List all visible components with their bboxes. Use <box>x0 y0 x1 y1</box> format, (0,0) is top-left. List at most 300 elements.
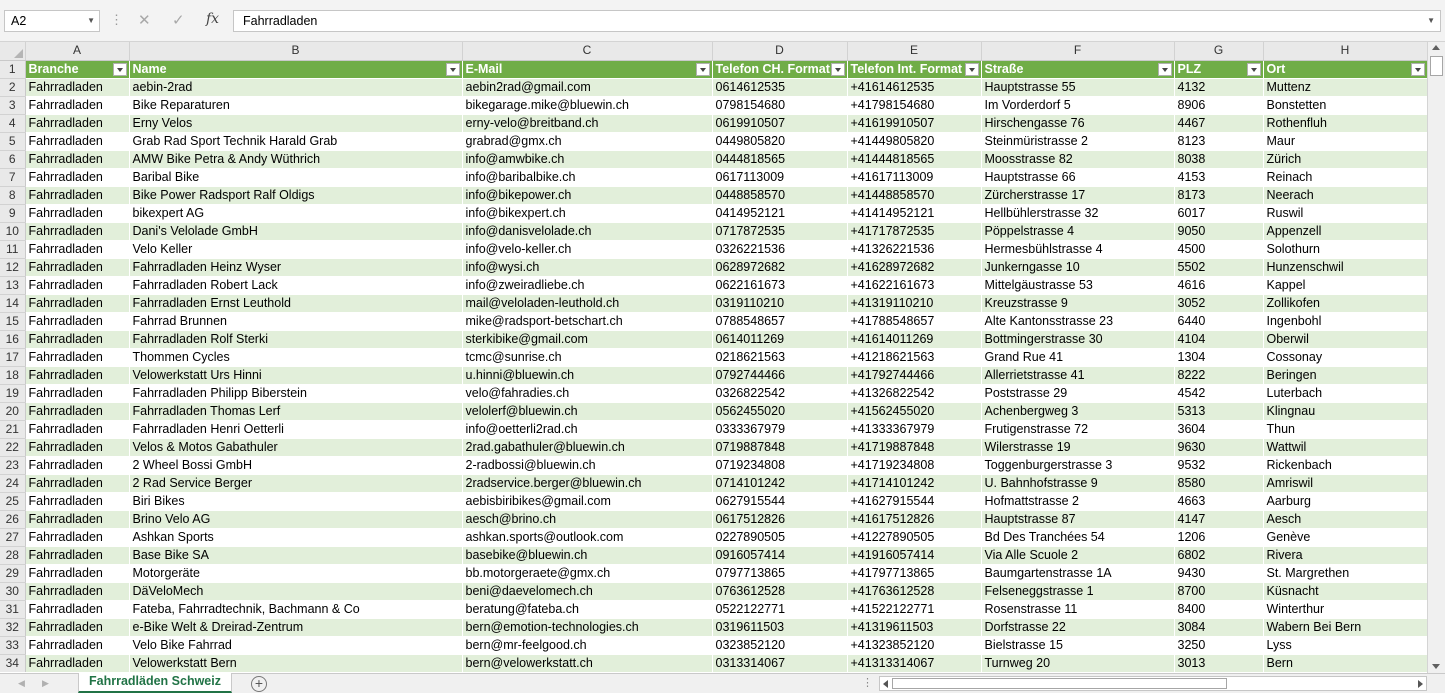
cell-d[interactable]: 0788548657 <box>712 312 847 330</box>
scroll-right-icon[interactable] <box>1418 680 1423 688</box>
cell-g[interactable]: 8906 <box>1174 96 1263 114</box>
cell-g[interactable]: 4147 <box>1174 510 1263 528</box>
select-all-corner[interactable] <box>0 42 25 60</box>
cell-g[interactable]: 9430 <box>1174 564 1263 582</box>
cell-g[interactable]: 4542 <box>1174 384 1263 402</box>
cell-f[interactable]: Hellbühlerstrasse 32 <box>981 204 1174 222</box>
cell-c[interactable]: basebike@bluewin.ch <box>462 546 712 564</box>
cell-e[interactable]: +41313314067 <box>847 654 981 672</box>
cell-f[interactable]: Hofmattstrasse 2 <box>981 492 1174 510</box>
cell-e[interactable]: +41628972682 <box>847 258 981 276</box>
cell-h[interactable]: Zürich <box>1263 150 1427 168</box>
cell-h[interactable]: Lyss <box>1263 636 1427 654</box>
cell-b[interactable]: Velowerkstatt Urs Hinni <box>129 366 462 384</box>
cell-e[interactable]: +41622161673 <box>847 276 981 294</box>
cell-a[interactable]: Fahrradladen <box>25 438 129 456</box>
row-number[interactable]: 32 <box>0 618 25 636</box>
scroll-down-icon[interactable] <box>1432 664 1440 669</box>
cell-d[interactable]: 0792744466 <box>712 366 847 384</box>
row-number[interactable]: 28 <box>0 546 25 564</box>
cell-h[interactable]: Thun <box>1263 420 1427 438</box>
cell-f[interactable]: Bd Des Tranchées 54 <box>981 528 1174 546</box>
cell-f[interactable]: Poststrasse 29 <box>981 384 1174 402</box>
cell-e[interactable]: +41719234808 <box>847 456 981 474</box>
cell-f[interactable]: Dorfstrasse 22 <box>981 618 1174 636</box>
cell-d[interactable]: 0449805820 <box>712 132 847 150</box>
header-cell[interactable] <box>462 60 712 78</box>
cell-g[interactable]: 8173 <box>1174 186 1263 204</box>
cell-f[interactable]: Hirschengasse 76 <box>981 114 1174 132</box>
cell-d[interactable]: 0617113009 <box>712 168 847 186</box>
cell-e[interactable]: +41323852120 <box>847 636 981 654</box>
cell-h[interactable]: Neerach <box>1263 186 1427 204</box>
cell-g[interactable]: 8700 <box>1174 582 1263 600</box>
cell-f[interactable]: Achenbergweg 3 <box>981 402 1174 420</box>
name-box[interactable] <box>4 10 100 32</box>
cell-a[interactable]: Fahrradladen <box>25 654 129 672</box>
row-number[interactable]: 5 <box>0 132 25 150</box>
cell-b[interactable]: Biri Bikes <box>129 492 462 510</box>
cell-f[interactable]: Baumgartenstrasse 1A <box>981 564 1174 582</box>
insert-function-icon[interactable]: fx <box>206 11 220 27</box>
cell-d[interactable]: 0719887848 <box>712 438 847 456</box>
horizontal-scroll-thumb[interactable] <box>892 678 1227 689</box>
cell-b[interactable]: Fahrradladen Heinz Wyser <box>129 258 462 276</box>
row-number[interactable]: 1 <box>0 60 25 78</box>
cell-b[interactable]: Brino Velo AG <box>129 510 462 528</box>
cell-d[interactable]: 0562455020 <box>712 402 847 420</box>
cell-b[interactable]: DäVeloMech <box>129 582 462 600</box>
cell-d[interactable]: 0614011269 <box>712 330 847 348</box>
cell-e[interactable]: +41444818565 <box>847 150 981 168</box>
cell-g[interactable]: 1206 <box>1174 528 1263 546</box>
cell-h[interactable]: Reinach <box>1263 168 1427 186</box>
row-number[interactable]: 2 <box>0 78 25 96</box>
cell-a[interactable]: Fahrradladen <box>25 528 129 546</box>
add-sheet-icon[interactable]: + <box>251 676 267 692</box>
cell-b[interactable]: Fahrradladen Thomas Lerf <box>129 402 462 420</box>
cell-b[interactable]: bikexpert AG <box>129 204 462 222</box>
cell-a[interactable]: Fahrradladen <box>25 276 129 294</box>
cell-h[interactable]: Rickenbach <box>1263 456 1427 474</box>
cell-a[interactable]: Fahrradladen <box>25 618 129 636</box>
cell-g[interactable]: 3013 <box>1174 654 1263 672</box>
cell-c[interactable]: info@bikepower.ch <box>462 186 712 204</box>
cell-f[interactable]: Frutigenstrasse 72 <box>981 420 1174 438</box>
cell-e[interactable]: +41719887848 <box>847 438 981 456</box>
cell-g[interactable]: 3084 <box>1174 618 1263 636</box>
column-header-d[interactable]: D <box>712 42 847 60</box>
cell-h[interactable]: Wattwil <box>1263 438 1427 456</box>
cell-a[interactable]: Fahrradladen <box>25 258 129 276</box>
cell-b[interactable]: Grab Rad Sport Technik Harald Grab <box>129 132 462 150</box>
cell-c[interactable]: ashkan.sports@outlook.com <box>462 528 712 546</box>
cell-f[interactable]: Felseneggstrasse 1 <box>981 582 1174 600</box>
cell-b[interactable]: Ashkan Sports <box>129 528 462 546</box>
cell-e[interactable]: +41617512826 <box>847 510 981 528</box>
row-number[interactable]: 8 <box>0 186 25 204</box>
column-header-a[interactable]: A <box>25 42 129 60</box>
cell-d[interactable]: 0448858570 <box>712 186 847 204</box>
cell-g[interactable]: 1304 <box>1174 348 1263 366</box>
cell-h[interactable]: Rothenfluh <box>1263 114 1427 132</box>
cell-h[interactable]: Ingenbohl <box>1263 312 1427 330</box>
cell-e[interactable]: +41218621563 <box>847 348 981 366</box>
cell-e[interactable]: +41326221536 <box>847 240 981 258</box>
row-number[interactable]: 13 <box>0 276 25 294</box>
cell-f[interactable]: Bielstrasse 15 <box>981 636 1174 654</box>
cell-f[interactable]: Im Vorderdorf 5 <box>981 96 1174 114</box>
cell-h[interactable]: Aarburg <box>1263 492 1427 510</box>
cell-a[interactable]: Fahrradladen <box>25 204 129 222</box>
cell-d[interactable]: 0444818565 <box>712 150 847 168</box>
cell-d[interactable]: 0326221536 <box>712 240 847 258</box>
cell-b[interactable]: Fateba, Fahrradtechnik, Bachmann & Co <box>129 600 462 618</box>
cell-g[interactable]: 4663 <box>1174 492 1263 510</box>
cell-a[interactable]: Fahrradladen <box>25 546 129 564</box>
cell-a[interactable]: Fahrradladen <box>25 636 129 654</box>
cell-d[interactable]: 0714101242 <box>712 474 847 492</box>
cell-a[interactable]: Fahrradladen <box>25 150 129 168</box>
cell-a[interactable]: Fahrradladen <box>25 240 129 258</box>
cell-a[interactable]: Fahrradladen <box>25 582 129 600</box>
cell-d[interactable]: 0763612528 <box>712 582 847 600</box>
spreadsheet-grid[interactable] <box>0 42 1427 672</box>
cell-f[interactable]: Wilerstrasse 19 <box>981 438 1174 456</box>
filter-dropdown-icon[interactable] <box>696 63 710 76</box>
cell-h[interactable]: Muttenz <box>1263 78 1427 96</box>
cell-c[interactable]: aebin2rad@gmail.com <box>462 78 712 96</box>
cell-e[interactable]: +41319611503 <box>847 618 981 636</box>
cell-d[interactable]: 0798154680 <box>712 96 847 114</box>
row-number[interactable]: 18 <box>0 366 25 384</box>
cell-h[interactable]: Maur <box>1263 132 1427 150</box>
cell-f[interactable]: Rosenstrasse 11 <box>981 600 1174 618</box>
cell-c[interactable]: 2radservice.berger@bluewin.ch <box>462 474 712 492</box>
cell-e[interactable]: +41797713865 <box>847 564 981 582</box>
cell-g[interactable]: 4104 <box>1174 330 1263 348</box>
cell-g[interactable]: 5313 <box>1174 402 1263 420</box>
cell-h[interactable]: Genève <box>1263 528 1427 546</box>
cell-f[interactable]: Moosstrasse 82 <box>981 150 1174 168</box>
tab-scroll-left-icon[interactable]: ◀ <box>18 678 25 688</box>
cell-c[interactable]: bern@velowerkstatt.ch <box>462 654 712 672</box>
cell-d[interactable]: 0218621563 <box>712 348 847 366</box>
cell-a[interactable]: Fahrradladen <box>25 564 129 582</box>
filter-dropdown-icon[interactable] <box>831 63 845 76</box>
cell-g[interactable]: 3250 <box>1174 636 1263 654</box>
row-number[interactable]: 26 <box>0 510 25 528</box>
cell-d[interactable]: 0414952121 <box>712 204 847 222</box>
cell-h[interactable]: Kappel <box>1263 276 1427 294</box>
cancel-icon[interactable]: ✕ <box>138 12 151 29</box>
cell-c[interactable]: 2-radbossi@bluewin.ch <box>462 456 712 474</box>
cell-g[interactable]: 8580 <box>1174 474 1263 492</box>
cell-g[interactable]: 6440 <box>1174 312 1263 330</box>
header-cell[interactable] <box>129 60 462 78</box>
filter-dropdown-icon[interactable] <box>446 63 460 76</box>
cell-h[interactable]: Hunzenschwil <box>1263 258 1427 276</box>
cell-f[interactable]: Pöppelstrasse 4 <box>981 222 1174 240</box>
cell-d[interactable]: 0319611503 <box>712 618 847 636</box>
header-cell[interactable] <box>847 60 981 78</box>
row-number[interactable]: 11 <box>0 240 25 258</box>
filter-dropdown-icon[interactable] <box>1158 63 1172 76</box>
column-header-h[interactable]: H <box>1263 42 1427 60</box>
cell-e[interactable]: +41763612528 <box>847 582 981 600</box>
cell-e[interactable]: +41319110210 <box>847 294 981 312</box>
cell-b[interactable]: Fahrradladen Henri Oetterli <box>129 420 462 438</box>
cell-d[interactable]: 0313314067 <box>712 654 847 672</box>
row-number[interactable]: 4 <box>0 114 25 132</box>
column-header-b[interactable]: B <box>129 42 462 60</box>
cell-b[interactable]: Fahrradladen Ernst Leuthold <box>129 294 462 312</box>
row-number[interactable]: 16 <box>0 330 25 348</box>
cell-b[interactable]: Baribal Bike <box>129 168 462 186</box>
cell-d[interactable]: 0628972682 <box>712 258 847 276</box>
cell-d[interactable]: 0622161673 <box>712 276 847 294</box>
column-header-c[interactable]: C <box>462 42 712 60</box>
cell-f[interactable]: Steinmüristrasse 2 <box>981 132 1174 150</box>
cell-c[interactable]: info@velo-keller.ch <box>462 240 712 258</box>
cell-e[interactable]: +41448858570 <box>847 186 981 204</box>
cell-b[interactable]: Fahrradladen Rolf Sterki <box>129 330 462 348</box>
row-number[interactable]: 20 <box>0 402 25 420</box>
cell-h[interactable]: Klingnau <box>1263 402 1427 420</box>
check-icon[interactable]: ✓ <box>172 12 185 29</box>
cell-c[interactable]: bikegarage.mike@bluewin.ch <box>462 96 712 114</box>
cell-a[interactable]: Fahrradladen <box>25 510 129 528</box>
cell-e[interactable]: +41414952121 <box>847 204 981 222</box>
cell-g[interactable]: 5502 <box>1174 258 1263 276</box>
cell-d[interactable]: 0333367979 <box>712 420 847 438</box>
cell-b[interactable]: Bike Power Radsport Ralf Oldigs <box>129 186 462 204</box>
cell-f[interactable]: Alte Kantonsstrasse 23 <box>981 312 1174 330</box>
cell-e[interactable]: +41449805820 <box>847 132 981 150</box>
cell-e[interactable]: +41792744466 <box>847 366 981 384</box>
cell-e[interactable]: +41614612535 <box>847 78 981 96</box>
cell-a[interactable]: Fahrradladen <box>25 600 129 618</box>
cell-c[interactable]: velo@fahradies.ch <box>462 384 712 402</box>
vertical-scroll-thumb[interactable] <box>1430 56 1443 76</box>
cell-f[interactable]: Mittelgäustrasse 53 <box>981 276 1174 294</box>
row-number[interactable]: 7 <box>0 168 25 186</box>
cell-g[interactable]: 4467 <box>1174 114 1263 132</box>
cell-a[interactable]: Fahrradladen <box>25 222 129 240</box>
cell-g[interactable]: 8400 <box>1174 600 1263 618</box>
cell-h[interactable]: Cossonay <box>1263 348 1427 366</box>
row-number[interactable]: 27 <box>0 528 25 546</box>
cell-c[interactable]: info@amwbike.ch <box>462 150 712 168</box>
cell-b[interactable]: Fahrradladen Robert Lack <box>129 276 462 294</box>
cell-c[interactable]: bern@mr-feelgood.ch <box>462 636 712 654</box>
cell-b[interactable]: Velos & Motos Gabathuler <box>129 438 462 456</box>
cell-e[interactable]: +41714101242 <box>847 474 981 492</box>
cell-b[interactable]: Velowerkstatt Bern <box>129 654 462 672</box>
cell-g[interactable]: 4153 <box>1174 168 1263 186</box>
cell-c[interactable]: bern@emotion-technologies.ch <box>462 618 712 636</box>
cell-d[interactable]: 0227890505 <box>712 528 847 546</box>
cell-f[interactable]: U. Bahnhofstrasse 9 <box>981 474 1174 492</box>
cell-e[interactable]: +41333367979 <box>847 420 981 438</box>
cell-h[interactable]: Oberwil <box>1263 330 1427 348</box>
sheet-tab-fahrradlaeden-schweiz[interactable]: Fahrradläden Schweiz <box>78 673 232 693</box>
cell-c[interactable]: info@oetterli2rad.ch <box>462 420 712 438</box>
cell-f[interactable]: Via Alle Scuole 2 <box>981 546 1174 564</box>
cell-c[interactable]: tcmc@sunrise.ch <box>462 348 712 366</box>
cell-c[interactable]: mike@radsport-betschart.ch <box>462 312 712 330</box>
cell-h[interactable]: Bern <box>1263 654 1427 672</box>
cell-d[interactable]: 0319110210 <box>712 294 847 312</box>
scroll-left-icon[interactable] <box>883 680 888 688</box>
cell-b[interactable]: Erny Velos <box>129 114 462 132</box>
cell-d[interactable]: 0916057414 <box>712 546 847 564</box>
cell-c[interactable]: aesch@brino.ch <box>462 510 712 528</box>
header-cell[interactable] <box>25 60 129 78</box>
cell-c[interactable]: 2rad.gabathuler@bluewin.ch <box>462 438 712 456</box>
cell-c[interactable]: u.hinni@bluewin.ch <box>462 366 712 384</box>
cell-f[interactable]: Hermesbühlstrasse 4 <box>981 240 1174 258</box>
cell-a[interactable]: Fahrradladen <box>25 420 129 438</box>
cell-a[interactable]: Fahrradladen <box>25 384 129 402</box>
row-number[interactable]: 23 <box>0 456 25 474</box>
cell-b[interactable]: Fahrrad Brunnen <box>129 312 462 330</box>
cell-f[interactable]: Hauptstrasse 66 <box>981 168 1174 186</box>
cell-a[interactable]: Fahrradladen <box>25 78 129 96</box>
cell-g[interactable]: 6017 <box>1174 204 1263 222</box>
cell-a[interactable]: Fahrradladen <box>25 456 129 474</box>
cell-d[interactable]: 0719234808 <box>712 456 847 474</box>
cell-g[interactable]: 9050 <box>1174 222 1263 240</box>
cell-c[interactable]: erny-velo@breitband.ch <box>462 114 712 132</box>
column-header-e[interactable]: E <box>847 42 981 60</box>
cell-a[interactable]: Fahrradladen <box>25 96 129 114</box>
cell-a[interactable]: Fahrradladen <box>25 168 129 186</box>
cell-h[interactable]: Amriswil <box>1263 474 1427 492</box>
cell-b[interactable]: Bike Reparaturen <box>129 96 462 114</box>
cell-g[interactable]: 9630 <box>1174 438 1263 456</box>
cell-h[interactable]: Luterbach <box>1263 384 1427 402</box>
tab-scroll-right-icon[interactable]: ▶ <box>42 678 49 688</box>
row-number[interactable]: 22 <box>0 438 25 456</box>
cell-a[interactable]: Fahrradladen <box>25 492 129 510</box>
header-cell[interactable] <box>712 60 847 78</box>
filter-dropdown-icon[interactable] <box>113 63 127 76</box>
row-number[interactable]: 3 <box>0 96 25 114</box>
filter-dropdown-icon[interactable] <box>1411 63 1425 76</box>
cell-h[interactable]: Winterthur <box>1263 600 1427 618</box>
cell-c[interactable]: aebisbiribikes@gmail.com <box>462 492 712 510</box>
cell-e[interactable]: +41627915544 <box>847 492 981 510</box>
row-number[interactable]: 21 <box>0 420 25 438</box>
cell-h[interactable]: Bonstetten <box>1263 96 1427 114</box>
row-number[interactable]: 24 <box>0 474 25 492</box>
cell-g[interactable]: 3604 <box>1174 420 1263 438</box>
cell-h[interactable]: St. Margrethen <box>1263 564 1427 582</box>
cell-d[interactable]: 0614612535 <box>712 78 847 96</box>
cell-g[interactable]: 6802 <box>1174 546 1263 564</box>
cell-h[interactable]: Aesch <box>1263 510 1427 528</box>
cell-h[interactable]: Küsnacht <box>1263 582 1427 600</box>
cell-c[interactable]: grabrad@gmx.ch <box>462 132 712 150</box>
row-number[interactable]: 31 <box>0 600 25 618</box>
cell-e[interactable]: +41614011269 <box>847 330 981 348</box>
row-number[interactable]: 19 <box>0 384 25 402</box>
cell-f[interactable]: Bottmingerstrasse 30 <box>981 330 1174 348</box>
column-header-f[interactable]: F <box>981 42 1174 60</box>
cell-d[interactable]: 0522122771 <box>712 600 847 618</box>
horizontal-scrollbar[interactable] <box>879 676 1427 691</box>
cell-f[interactable]: Grand Rue 41 <box>981 348 1174 366</box>
row-number[interactable]: 17 <box>0 348 25 366</box>
cell-a[interactable]: Fahrradladen <box>25 402 129 420</box>
cell-a[interactable]: Fahrradladen <box>25 312 129 330</box>
filter-dropdown-icon[interactable] <box>1247 63 1261 76</box>
cell-d[interactable]: 0619910507 <box>712 114 847 132</box>
cell-c[interactable]: bb.motorgeraete@gmx.ch <box>462 564 712 582</box>
cell-e[interactable]: +41798154680 <box>847 96 981 114</box>
cell-c[interactable]: velolerf@bluewin.ch <box>462 402 712 420</box>
cell-h[interactable]: Beringen <box>1263 366 1427 384</box>
cell-b[interactable]: 2 Wheel Bossi GmbH <box>129 456 462 474</box>
row-number[interactable]: 34 <box>0 654 25 672</box>
cell-b[interactable]: Base Bike SA <box>129 546 462 564</box>
cell-g[interactable]: 4500 <box>1174 240 1263 258</box>
row-number[interactable]: 14 <box>0 294 25 312</box>
cell-d[interactable]: 0326822542 <box>712 384 847 402</box>
cell-a[interactable]: Fahrradladen <box>25 186 129 204</box>
cell-h[interactable]: Wabern Bei Bern <box>1263 618 1427 636</box>
cell-f[interactable]: Allerrietstrasse 41 <box>981 366 1174 384</box>
cell-b[interactable]: Velo Bike Fahrrad <box>129 636 462 654</box>
cell-d[interactable]: 0617512826 <box>712 510 847 528</box>
cell-g[interactable]: 4616 <box>1174 276 1263 294</box>
row-number[interactable]: 9 <box>0 204 25 222</box>
cell-h[interactable]: Ruswil <box>1263 204 1427 222</box>
cell-f[interactable]: Kreuzstrasse 9 <box>981 294 1174 312</box>
cell-e[interactable]: +41717872535 <box>847 222 981 240</box>
cell-c[interactable]: mail@veloladen-leuthold.ch <box>462 294 712 312</box>
row-number[interactable]: 33 <box>0 636 25 654</box>
cell-d[interactable]: 0323852120 <box>712 636 847 654</box>
cell-h[interactable]: Zollikofen <box>1263 294 1427 312</box>
header-cell[interactable] <box>1263 60 1427 78</box>
row-number[interactable]: 29 <box>0 564 25 582</box>
cell-e[interactable]: +41617113009 <box>847 168 981 186</box>
formula-input[interactable] <box>233 10 1441 32</box>
cell-b[interactable]: Velo Keller <box>129 240 462 258</box>
cell-a[interactable]: Fahrradladen <box>25 114 129 132</box>
cell-c[interactable]: info@zweiradliebe.ch <box>462 276 712 294</box>
filter-dropdown-icon[interactable] <box>965 63 979 76</box>
cell-b[interactable]: Fahrradladen Philipp Biberstein <box>129 384 462 402</box>
cell-f[interactable]: Hauptstrasse 55 <box>981 78 1174 96</box>
cell-b[interactable]: e-Bike Welt & Dreirad-Zentrum <box>129 618 462 636</box>
cell-d[interactable]: 0797713865 <box>712 564 847 582</box>
cell-g[interactable]: 8123 <box>1174 132 1263 150</box>
cell-e[interactable]: +41916057414 <box>847 546 981 564</box>
cell-e[interactable]: +41619910507 <box>847 114 981 132</box>
chevron-down-icon[interactable]: ▼ <box>1427 16 1435 25</box>
cell-b[interactable]: Dani's Velolade GmbH <box>129 222 462 240</box>
vertical-scrollbar[interactable] <box>1427 42 1445 673</box>
header-cell[interactable] <box>1174 60 1263 78</box>
header-cell[interactable] <box>981 60 1174 78</box>
cell-b[interactable]: Motorgeräte <box>129 564 462 582</box>
cell-b[interactable]: Thommen Cycles <box>129 348 462 366</box>
cell-h[interactable]: Solothurn <box>1263 240 1427 258</box>
cell-c[interactable]: info@baribalbike.ch <box>462 168 712 186</box>
